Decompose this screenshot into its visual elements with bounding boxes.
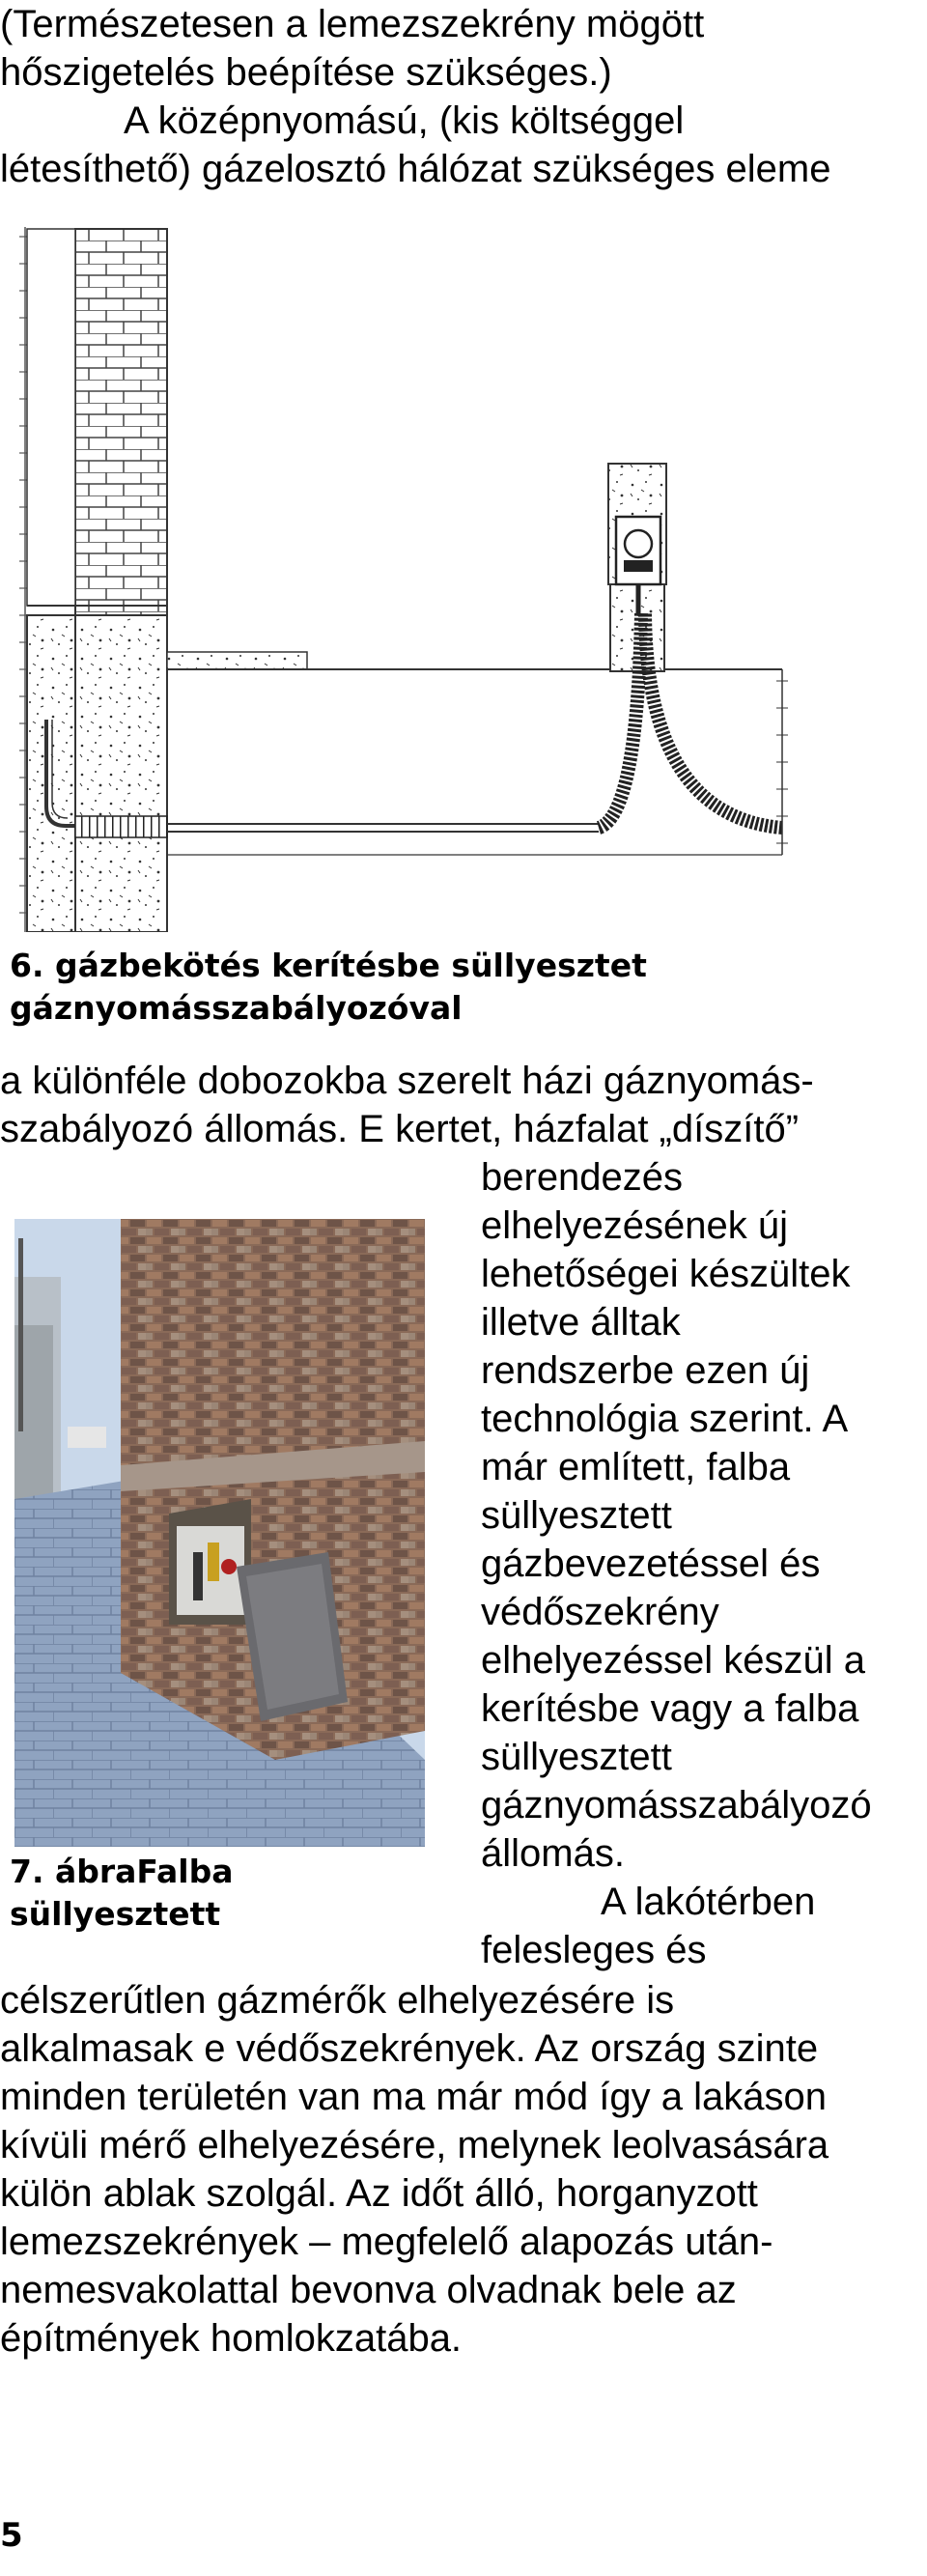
text-line: állomás.	[481, 1832, 625, 1875]
text-line: kívüli mérő elhelyezésére, melynek leolvasására	[0, 2124, 829, 2166]
recessed-gas-box-photo	[14, 1219, 425, 1847]
text-line: süllyesztett	[481, 1736, 672, 1778]
text-line: építmények homlokzatába.	[0, 2317, 463, 2360]
text-line: célszerűtlen gázmérők elhelyezésére is	[0, 1979, 675, 2022]
text-line: minden területén van ma már mód így a lakáson	[0, 2076, 827, 2118]
text-line: berendezés	[481, 1156, 684, 1199]
text-line: már említett, falba	[481, 1446, 791, 1488]
page-number: 5	[0, 2516, 23, 2555]
text-line: A középnyomású, (kis költséggel	[124, 99, 685, 142]
figure-6-caption-line: 6. gázbekötés kerítésbe süllyesztet	[10, 947, 647, 984]
text-line: lemezszekrények – megfelelő alapozás után-	[0, 2221, 773, 2263]
figure-7-caption-line: süllyesztett	[10, 1895, 221, 1933]
text-line: A lakótérben	[601, 1881, 816, 1923]
text-line: védőszekrény	[481, 1591, 719, 1633]
text-line: a különféle dobozokba szerelt házi gáznyomás-	[0, 1060, 814, 1102]
text-line: külön ablak szolgál. Az időt álló, horganyzott	[0, 2172, 758, 2215]
text-line: gáznyomásszabályozó	[481, 1784, 872, 1826]
text-line: kerítésbe vagy a falba	[481, 1687, 859, 1730]
text-line: hőszigetelés beépítése szükséges.)	[0, 51, 612, 94]
text-line: (Természetesen a lemezszekrény mögött	[0, 3, 705, 45]
text-line: technológia szerint. A	[481, 1398, 849, 1440]
text-line: nemesvakolattal bevonva olvadnak bele az	[0, 2269, 737, 2311]
text-line: gázbevezetéssel és	[481, 1543, 821, 1585]
text-line: alkalmasak e védőszekrények. Az ország szinte	[0, 2027, 819, 2070]
text-line: süllyesztett	[481, 1494, 672, 1537]
gas-connection-drawing	[19, 217, 792, 932]
text-line: lehetőségei készültek	[481, 1253, 851, 1295]
figure-7-caption-line: 7. ábraFalba	[10, 1853, 234, 1890]
text-line: elhelyezésének új	[481, 1204, 788, 1247]
text-line: illetve álltak	[481, 1301, 681, 1344]
text-line: szabályozó állomás. E kertet, házfalat „díszítő”	[0, 1108, 800, 1150]
text-line: elhelyezéssel készül a	[481, 1639, 865, 1682]
text-line: rendszerbe ezen új	[481, 1349, 810, 1392]
text-line: felesleges és	[481, 1929, 707, 1971]
text-line: létesíthető) gázelosztó hálózat szükséges eleme	[0, 148, 831, 190]
figure-6-caption-line: gáznyomásszabályozóval	[10, 989, 463, 1027]
